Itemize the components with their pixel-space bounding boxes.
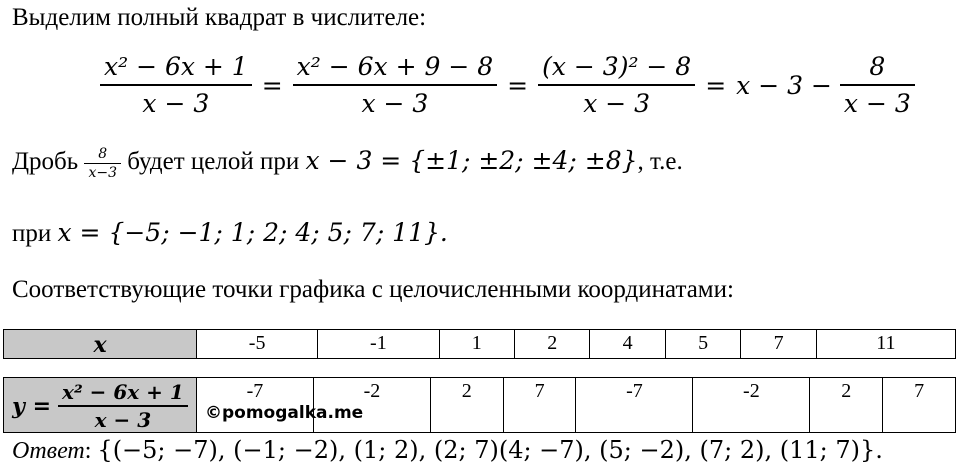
table-y-header [4, 378, 197, 433]
fraction-4-numerator: 8 [869, 52, 886, 81]
y-formula [12, 380, 188, 432]
line-2-math: x − 3 = {±1; ±2; ±4; ±8} [305, 146, 638, 176]
table-x-cell: 5 [665, 330, 740, 359]
y-formula-denominator: x − 3 [94, 408, 152, 432]
fraction-2-bar [293, 84, 497, 86]
fraction-2-numerator: x² − 6x + 9 − 8 [296, 52, 494, 81]
table-y-cell: -2 [313, 378, 430, 433]
fraction-4 [840, 52, 915, 118]
table-y-cell: -7 [197, 378, 314, 433]
fraction-1-bar [100, 84, 252, 86]
table-y-cell: -7 [576, 378, 693, 433]
fraction-3-numerator: (x − 3)² − 8 [542, 52, 692, 81]
line-2-suffix: , т.е. [637, 148, 683, 176]
small-fraction-bar [84, 163, 121, 164]
line-3-prefix: при [12, 220, 52, 247]
table-x-cell: 4 [590, 330, 665, 359]
main-equation [100, 52, 915, 118]
y-formula-numerator: x² − 6x + 1 [62, 380, 184, 404]
fraction-2 [293, 52, 497, 118]
fraction-3 [538, 52, 695, 118]
points-heading: Соответствующие точки графика с целочисленными координатами: [12, 276, 734, 303]
table-x-header [4, 330, 197, 359]
fraction-1-denominator: x − 3 [142, 89, 210, 118]
line-3-math: x = {−5; −1; 1; 2; 4; 5; 7; 11}. [57, 218, 448, 247]
fraction-1-numerator: x² − 6x + 1 [104, 52, 248, 81]
fraction-1 [100, 52, 252, 118]
small-fraction [84, 146, 121, 181]
table-x-cell: 1 [439, 330, 514, 359]
line-3 [12, 218, 448, 248]
fraction-2-denominator: x − 3 [361, 89, 429, 118]
equals-sign-2: = [507, 70, 529, 100]
y-formula-bar [58, 405, 188, 407]
small-fraction-denominator: x−3 [88, 165, 117, 181]
table-y-cell: -2 [693, 378, 810, 433]
fraction-3-denominator: x − 3 [583, 89, 651, 118]
watermark: ©pomogalka.me [205, 403, 364, 423]
answer-colon: : [84, 438, 92, 464]
table-y-cell: 7 [883, 378, 956, 433]
y-formula-fraction [58, 380, 188, 432]
answer-label: Ответ [12, 438, 85, 464]
table-x-header-label: x [93, 332, 107, 358]
table-x-cell: -5 [197, 330, 318, 359]
table-x [3, 329, 956, 359]
line-2-middle: будет целой при [127, 148, 300, 176]
table-x-cell: 7 [741, 330, 816, 359]
equals-sign-1: = [261, 70, 283, 100]
table-y-cell: 7 [503, 378, 576, 433]
table-x-cell: -1 [318, 330, 439, 359]
line-2 [12, 146, 683, 181]
fraction-3-bar [538, 84, 695, 86]
equation-tail: x − 3 − [736, 70, 832, 100]
answer-text: {(−5; −7), (−1; −2), (1; 2), (2; 7)(4; −7), (5; −2), (7; 2), (11; 7)}. [97, 436, 883, 464]
small-fraction-numerator: 8 [98, 146, 108, 162]
equals-sign-3: = [705, 70, 727, 100]
fraction-4-denominator: x − 3 [843, 89, 911, 118]
y-formula-lhs: y = [12, 393, 52, 419]
table-y-cell: 2 [430, 378, 503, 433]
answer-line [12, 436, 883, 465]
intro-text: Выделим полный квадрат в числителе: [12, 4, 427, 31]
table-x-cell: 2 [514, 330, 589, 359]
table-y [3, 377, 956, 433]
table-x-cell: 11 [816, 330, 955, 359]
fraction-4-bar [840, 84, 915, 86]
line-2-prefix: Дробь [12, 148, 79, 176]
table-y-cell: 2 [810, 378, 883, 433]
